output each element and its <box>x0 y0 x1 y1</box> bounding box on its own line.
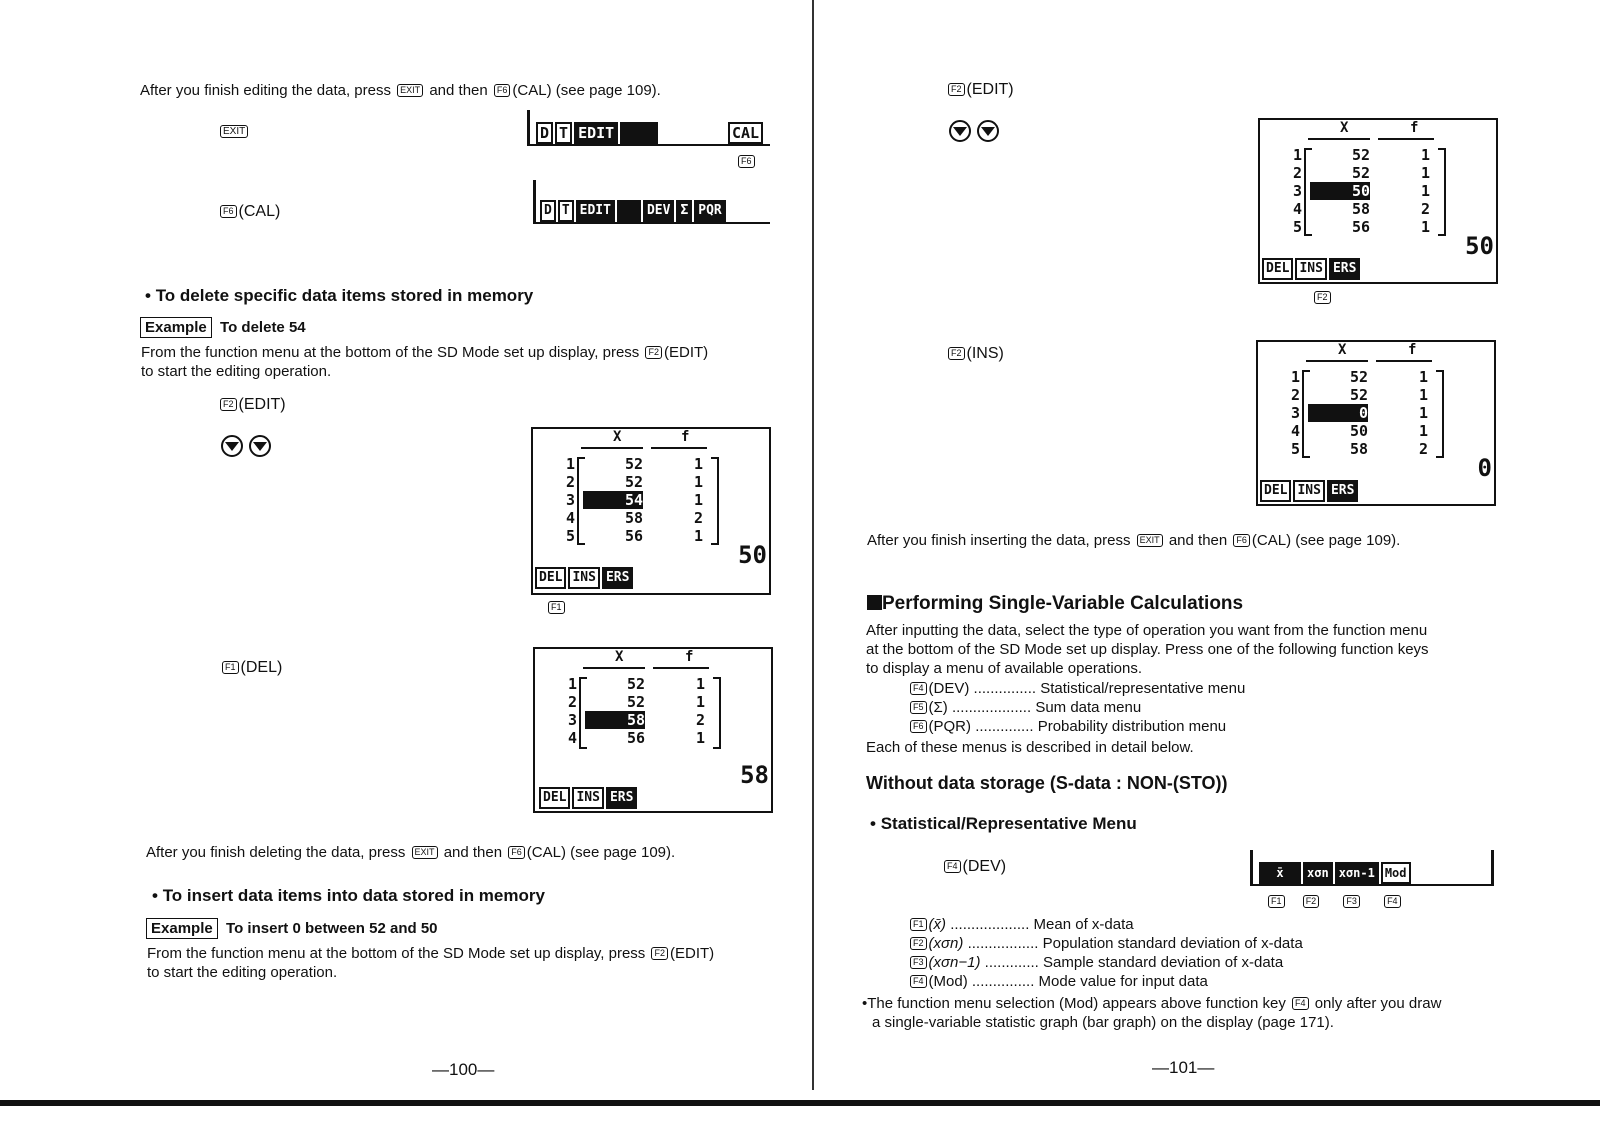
header-f: f <box>1408 342 1417 358</box>
softkey-edit: EDIT <box>574 122 618 144</box>
lcd-value: 58 <box>740 761 769 789</box>
step-ins: F2 (INS) <box>946 344 1004 363</box>
cursor-down-icon <box>220 434 276 458</box>
table-row: 4 58 2 <box>565 509 703 527</box>
menu-list <box>908 679 1245 736</box>
f5-key-icon: F5 <box>910 701 927 714</box>
header-x: X <box>1338 342 1347 358</box>
f4-key-icon: F4 <box>910 682 927 695</box>
table-row: 3 0 1 <box>1290 404 1428 422</box>
table-row: 3 58 2 <box>567 711 705 729</box>
insert-paragraph: From the function menu at the bottom of the SD Mode set up display, press F2 (EDIT) to start the editing operation. <box>147 945 715 981</box>
softkey-ers: ERS <box>1327 480 1358 502</box>
softkey-del: DEL <box>535 567 566 589</box>
intro-line: After you finish editing the data, press EXIT and then F6 (CAL) (see page 109). <box>140 82 661 99</box>
bullet-icon: • <box>870 814 881 833</box>
header-x: X <box>1340 120 1349 136</box>
softkey-sigma-n: xσn <box>1303 862 1333 884</box>
list-item: F4 (DEV) ............... Statistical/representative menu <box>908 679 1245 698</box>
table-row: 3 50 1 <box>1292 182 1430 200</box>
f2-key-below <box>1312 288 1333 307</box>
table-row: 2 52 1 <box>1292 164 1430 182</box>
table-row: 2 52 1 <box>1290 386 1428 404</box>
table-row: 5 58 2 <box>1290 440 1428 458</box>
table-row: 5 56 1 <box>565 527 703 545</box>
header-x: X <box>613 429 622 445</box>
softkey-mod: Mod <box>1381 862 1411 884</box>
f2-key-icon: F2 <box>1303 895 1320 908</box>
step-edit-left: F2 (EDIT) <box>218 395 286 414</box>
softkey-sigma: Σ <box>676 200 692 222</box>
table-row: 4 50 1 <box>1290 422 1428 440</box>
scan-bottom-edge <box>0 1100 1600 1106</box>
f3-key-icon: F3 <box>1343 895 1360 908</box>
softkey-ins: INS <box>1295 258 1326 280</box>
f4-key-icon: F4 <box>1384 895 1401 908</box>
f2-key-icon: F2 <box>220 398 237 411</box>
softkey-t: T <box>558 200 574 222</box>
f2-key-icon: F2 <box>645 346 662 359</box>
lcd-screen-b <box>533 647 773 813</box>
table-row: 5 56 1 <box>1292 218 1430 236</box>
softkey-ers: ERS <box>1329 258 1360 280</box>
header-f: f <box>685 649 694 665</box>
f1-key-below <box>546 598 567 617</box>
exit-key-icon: EXIT <box>397 84 423 97</box>
table-row: 1 52 1 <box>567 675 705 693</box>
softkey-ins: INS <box>568 567 599 589</box>
softkey-ers: ERS <box>602 567 633 589</box>
page-gutter <box>812 0 814 1090</box>
softkey-mean: x̄ <box>1259 862 1301 884</box>
table-row: 1 52 1 <box>1290 368 1428 386</box>
insert-example: Example To insert 0 between 52 and 50 <box>146 918 438 939</box>
dev-menu-bar <box>1250 850 1494 886</box>
cursor-down-keys <box>948 119 1004 148</box>
delete-paragraph: From the function menu at the bottom of the SD Mode set up display, press F2 (EDIT) to start the editing operation. <box>141 344 709 380</box>
f1-key-icon: F1 <box>548 601 565 614</box>
table-row: 1 52 1 <box>1292 146 1430 164</box>
list-item: F6 (PQR) .............. Probability distribution menu <box>908 717 1245 736</box>
softkey-del: DEL <box>1262 258 1293 280</box>
list-item: F3 (xσn−1) ............. Sample standard deviation of x-data <box>908 953 1303 972</box>
softkey-ins: INS <box>572 787 603 809</box>
page-number-right: —101— <box>1152 1058 1215 1077</box>
example-label: Example <box>140 317 212 338</box>
table-row: 2 52 1 <box>565 473 703 491</box>
softkey-d: D <box>536 122 553 144</box>
softkey-ers: ERS <box>606 787 637 809</box>
cursor-down-icon <box>948 119 1004 143</box>
menu-bar-2 <box>533 180 770 224</box>
list-item: F2 (xσn) ................. Population standard deviation of x-data <box>908 934 1303 953</box>
list-item: F4 (Mod) ............... Mode value for input data <box>908 972 1303 991</box>
delete-heading: • To delete specific data items stored in memory <box>145 286 534 305</box>
table-row: 1 52 1 <box>565 455 703 473</box>
exit-key-icon: EXIT <box>1137 534 1163 547</box>
square-bullet-icon <box>867 595 882 610</box>
softkey-blank <box>617 200 641 222</box>
f1-key-icon: F1 <box>910 918 927 931</box>
f4-key-icon: F4 <box>1292 997 1309 1010</box>
lcd-value: 50 <box>1465 232 1494 260</box>
f1-key-icon: F1 <box>222 661 239 674</box>
f6-key-icon: F6 <box>1233 534 1250 547</box>
softkey-del: DEL <box>539 787 570 809</box>
example-label: Example <box>146 918 218 939</box>
header-f: f <box>681 429 690 445</box>
step-exit <box>218 122 250 141</box>
exit-key-icon: EXIT <box>220 125 248 138</box>
softkey-ins: INS <box>1293 480 1324 502</box>
f6-key-icon: F6 <box>220 205 237 218</box>
lcd-value: 0 <box>1477 454 1492 482</box>
f6-key-below <box>736 152 757 171</box>
softkey-del: DEL <box>1260 480 1291 502</box>
lcd-value: 50 <box>738 541 767 569</box>
insert-heading: • To insert data items into data stored in memory <box>152 886 545 905</box>
f6-key-icon: F6 <box>910 720 927 733</box>
lcd-screen-a <box>531 427 771 595</box>
exit-key-icon: EXIT <box>412 846 438 859</box>
mod-note: •The function menu selection (Mod) appears above function key F4 only after you draw a single-variable statistic graph (bar graph) on the display (page 171). <box>862 995 1442 1031</box>
menu-note: Each of these menus is described in detail below. <box>866 739 1194 756</box>
softkey-t: T <box>555 122 572 144</box>
header-f: f <box>1410 120 1419 136</box>
f2-key-icon: F2 <box>948 347 965 360</box>
list-item: F1 (x̄) ................... Mean of x-data <box>908 915 1303 934</box>
section-title: Performing Single-Variable Calculations <box>867 593 1243 615</box>
softkey-cal: CAL <box>728 122 763 144</box>
softkey-dev: DEV <box>643 200 674 222</box>
f2-key-icon: F2 <box>948 83 965 96</box>
f4-key-icon: F4 <box>910 975 927 988</box>
table-row: 4 56 1 <box>567 729 705 747</box>
f4-key-icon: F4 <box>944 860 961 873</box>
f2-key-icon: F2 <box>910 937 927 950</box>
softkey-edit: EDIT <box>576 200 615 222</box>
delete-example: Example To delete 54 <box>140 317 306 338</box>
lcd-screen-d <box>1256 340 1496 506</box>
after-delete-line: After you finish deleting the data, press EXIT and then F6 (CAL) (see page 109). <box>146 844 676 861</box>
page-number-left: —100— <box>432 1060 495 1079</box>
section-paragraph: After inputting the data, select the type of operation you want from the function menu at the bottom of the SD Mode set up display. Press one of the following function keys to display a menu of available operations. <box>866 622 1429 677</box>
table-row: 3 54 1 <box>565 491 703 509</box>
f1-key-icon: F1 <box>1268 895 1285 908</box>
bullet-icon: • <box>145 286 156 305</box>
softkey-blank <box>620 122 658 144</box>
f3-key-icon: F3 <box>910 956 927 969</box>
softkey-d: D <box>540 200 556 222</box>
step-del: F1 (DEL) <box>220 658 282 677</box>
f6-key-icon: F6 <box>738 155 755 168</box>
dev-menu-keys <box>1266 892 1403 911</box>
softkey-pqr: PQR <box>694 200 725 222</box>
f2-key-icon: F2 <box>1314 291 1331 304</box>
without-storage-heading: Without data storage (S-data : NON-(STO)) <box>866 773 1228 793</box>
stat-menu-heading: • Statistical/Representative Menu <box>870 814 1137 833</box>
softkey-sigma-n1: xσn-1 <box>1335 862 1379 884</box>
f6-key-icon: F6 <box>494 84 511 97</box>
header-x: X <box>615 649 624 665</box>
bullet-icon: • <box>152 886 163 905</box>
f2-key-icon: F2 <box>651 947 668 960</box>
step-edit-right: F2 (EDIT) <box>946 80 1014 99</box>
list-item: F5 (Σ) ................... Sum data menu <box>908 698 1245 717</box>
lcd-screen-c <box>1258 118 1498 284</box>
menu-bar-1 <box>527 110 770 146</box>
table-row: 4 58 2 <box>1292 200 1430 218</box>
step-cal: F6 (CAL) <box>218 202 280 221</box>
after-insert-line: After you finish inserting the data, press EXIT and then F6 (CAL) (see page 109). <box>867 532 1401 549</box>
dev-list <box>908 915 1303 991</box>
table-row: 2 52 1 <box>567 693 705 711</box>
f6-key-icon: F6 <box>508 846 525 859</box>
step-dev: F4 (DEV) <box>942 857 1006 876</box>
cursor-down-keys <box>220 434 276 463</box>
